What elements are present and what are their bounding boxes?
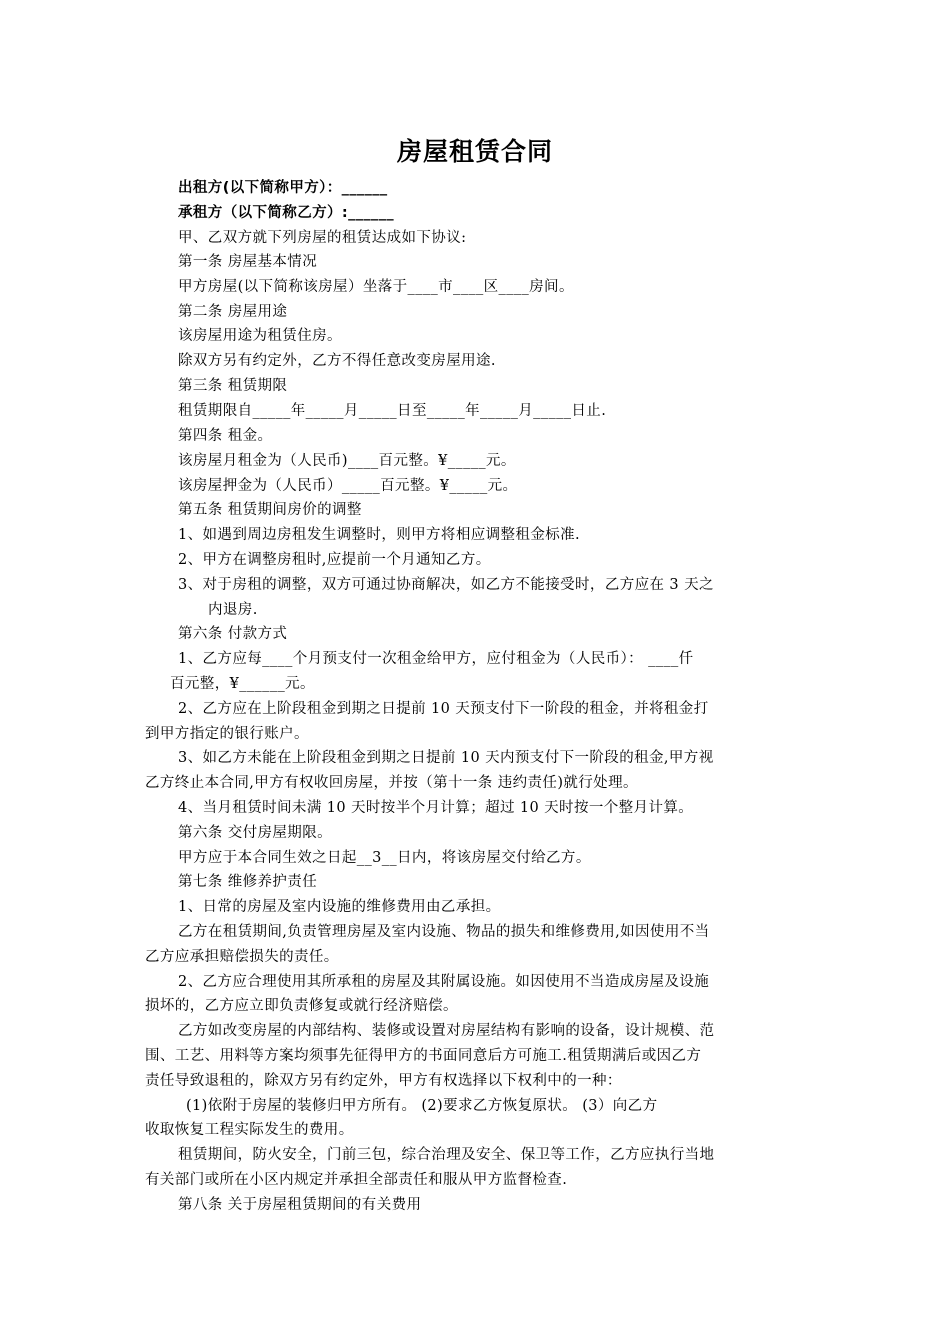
art4-heading: 第四条 租金。 bbox=[178, 428, 273, 444]
art7-p6b: 有关部门或所在小区内规定并承担全部责任和服从甲方监督检查. bbox=[145, 1172, 568, 1188]
art7-p3: 2、乙方应合理使用其所承租的房屋及其附属设施。如因使用不当造成房屋及设施 bbox=[178, 974, 710, 990]
art3-heading: 第三条 租赁期限 bbox=[178, 378, 288, 394]
art5-p3b: 内退房. bbox=[208, 602, 258, 618]
art2-p2: 除双方另有约定外，乙方不得任意改变房屋用途. bbox=[178, 353, 496, 369]
art7-heading: 第七条 维修养护责任 bbox=[178, 874, 318, 890]
art6-p1b: 百元整，¥______元。 bbox=[170, 676, 315, 692]
art7-p2b: 乙方应承担赔偿损失的责任。 bbox=[145, 949, 339, 965]
lessor-line: 出租方(以下简称甲方）：______ bbox=[178, 180, 388, 196]
art7-p6: 租赁期间，防火安全，门前三包，综合治理及安全、保卫等工作，乙方应执行当地 bbox=[178, 1147, 715, 1163]
art6-p3: 3、如乙方未能在上阶段租金到期之日提前 10 天内预支付下一阶段的租金,甲方视 bbox=[178, 750, 714, 766]
art7-p4b: 围、工艺、用料等方案均须事先征得甲方的书面同意后方可施工.租赁期满后或因乙方 bbox=[145, 1048, 702, 1064]
art5-p2: 2、甲方在调整房租时,应提前一个月通知乙方。 bbox=[178, 552, 491, 568]
art7-p5: (1)依附于房屋的装修归甲方所有。 (2)要求乙方恢复原状。 (3）向乙方 bbox=[186, 1098, 658, 1114]
art7-p1: 1、日常的房屋及室内设施的维修费用由乙承担。 bbox=[178, 899, 501, 915]
art7-p5b: 收取恢复工程实际发生的费用。 bbox=[145, 1122, 354, 1138]
art7-p4c: 责任导致退租的，除双方另有约定外，甲方有权选择以下权利中的一种： bbox=[145, 1073, 622, 1089]
document-title: 房屋租赁合同 bbox=[396, 137, 553, 166]
art6-heading: 第六条 付款方式 bbox=[178, 626, 288, 642]
art6-p3b: 乙方终止本合同,甲方有权收回房屋，并按（第十一条 违约责任)就行处理。 bbox=[145, 775, 638, 791]
art7-p4: 乙方如改变房屋的内部结构、装修或设置对房屋结构有影响的设备，设计规模、范 bbox=[178, 1023, 715, 1039]
art6-p2: 2、乙方应在上阶段租金到期之日提前 10 天预支付下一阶段的租金，并将租金打 bbox=[178, 701, 709, 717]
art5-heading: 第五条 租赁期间房价的调整 bbox=[178, 502, 362, 518]
art6b-p1: 甲方应于本合同生效之日起__3__日内，将该房屋交付给乙方。 bbox=[178, 850, 591, 866]
art6-p4: 4、当月租赁时间未满 10 天时按半个月计算；超过 10 天时按一个整月计算。 bbox=[178, 800, 694, 816]
art3-p1: 租赁期限自_____年_____月_____日至_____年_____月_____日止. bbox=[178, 403, 607, 419]
art7-p2: 乙方在租赁期间,负责管理房屋及室内设施、物品的损失和维修费用,如因使用不当 bbox=[178, 924, 710, 940]
art5-p1: 1、如遇到周边房租发生调整时，则甲方将相应调整租金标准. bbox=[178, 527, 581, 543]
art6-p1: 1、乙方应每____个月预支付一次租金给甲方，应付租金为（人民币）： ____仟 bbox=[178, 651, 694, 667]
art5-p3: 3、对于房租的调整，双方可通过协商解决，如乙方不能接受时，乙方应在 3 天之 bbox=[178, 577, 714, 593]
art4-p2: 该房屋押金为（人民币）_____百元整。¥_____元。 bbox=[178, 478, 518, 494]
art1-heading: 第一条 房屋基本情况 bbox=[178, 254, 318, 270]
art7-p3b: 损坏的，乙方应立即负责修复或就行经济赔偿。 bbox=[145, 998, 458, 1014]
art2-p1: 该房屋用途为租赁住房。 bbox=[178, 328, 342, 344]
art1-p1: 甲方房屋(以下简称该房屋）坐落于____市____区____房间。 bbox=[178, 279, 574, 295]
art4-p1: 该房屋月租金为（人民币)____百元整。¥_____元。 bbox=[178, 453, 516, 469]
lessee-line: 承租方（以下简称乙方）:______ bbox=[178, 205, 394, 221]
preamble: 甲、乙双方就下列房屋的租赁达成如下协议: bbox=[178, 230, 467, 246]
art6b-heading: 第六条 交付房屋期限。 bbox=[178, 825, 333, 841]
art6-p2b: 到甲方指定的银行账户。 bbox=[145, 726, 309, 742]
art2-heading: 第二条 房屋用途 bbox=[178, 304, 288, 320]
art8-heading: 第八条 关于房屋租赁期间的有关费用 bbox=[178, 1197, 422, 1213]
